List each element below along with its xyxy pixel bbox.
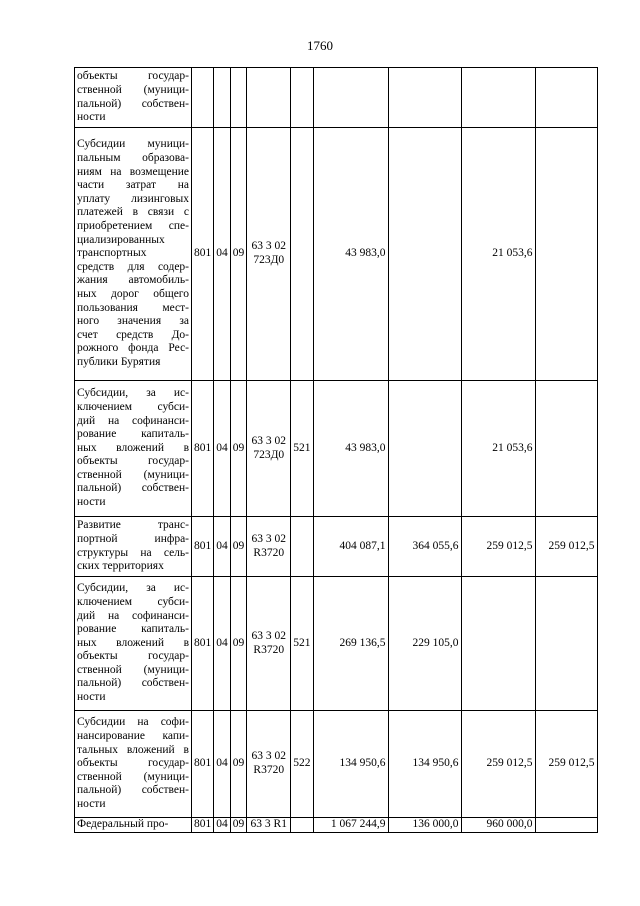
description-line: ных вложений в xyxy=(77,441,189,454)
description-line: Субсидии муници- xyxy=(77,138,189,151)
description-line: публики Бурятия xyxy=(77,355,161,368)
gr-code: 801 xyxy=(192,711,214,818)
description-line: ного значения за xyxy=(77,315,189,328)
description-line: Субсидии, за ис- xyxy=(77,582,189,595)
target-item-code-part: 63 3 02 xyxy=(251,532,286,545)
description-line: объекты государ- xyxy=(77,70,189,83)
target-item-code xyxy=(247,517,291,577)
description-line: ственной (муници- xyxy=(77,663,189,676)
description-line: нансирование капи- xyxy=(77,730,189,743)
target-item-code-part: R3720 xyxy=(253,546,285,559)
section-code: 04 xyxy=(214,577,231,711)
description-line: ключением субси- xyxy=(77,400,189,413)
amount-cell-4: 259 012,5 xyxy=(535,517,597,577)
table-row xyxy=(75,381,598,517)
table-row xyxy=(75,68,598,128)
description-line: объекты государ- xyxy=(77,650,189,663)
amount-cell-1: 269 136,5 xyxy=(313,577,388,711)
target-item-code xyxy=(247,818,291,833)
amount-cell-2 xyxy=(388,128,461,381)
subsection-code: 09 xyxy=(230,711,247,818)
description-line: ности xyxy=(77,691,106,704)
description-line: Субсидии, за ис- xyxy=(77,387,189,400)
description-line: пальным образова- xyxy=(77,152,189,165)
description-line: портной инфра- xyxy=(77,532,189,545)
table-row xyxy=(75,577,598,711)
target-item-code xyxy=(247,381,291,517)
expense-type-code xyxy=(291,818,313,833)
section-code: 04 xyxy=(214,517,231,577)
target-item-code-part: 723Д0 xyxy=(253,448,285,461)
description-line: тальных вложений в xyxy=(77,743,189,756)
target-item-code xyxy=(247,128,291,381)
table-row xyxy=(75,818,598,833)
expense-type-code xyxy=(291,128,313,381)
target-item-code xyxy=(247,68,291,128)
description-line: объекты государ- xyxy=(77,757,189,770)
subsection-code: 09 xyxy=(230,577,247,711)
description-line: ских территориях xyxy=(77,560,164,573)
amount-cell-1: 134 950,6 xyxy=(313,711,388,818)
description-line: ственной (муници- xyxy=(77,468,189,481)
amount-cell-4 xyxy=(535,128,597,381)
amount-cell-3 xyxy=(461,577,535,711)
amount-cell-3: 21 053,6 xyxy=(461,128,535,381)
description-line: транспортных xyxy=(77,247,147,260)
target-item-code-part: 723Д0 xyxy=(253,254,285,266)
gr-code xyxy=(192,68,214,128)
target-item-code-part: 63 3 02 xyxy=(251,434,286,447)
row-description xyxy=(75,577,192,711)
row-description xyxy=(75,68,192,128)
row-description xyxy=(75,517,192,577)
subsection-code: 09 xyxy=(230,381,247,517)
section-code: 04 xyxy=(214,711,231,818)
description-line: пальной) собствен- xyxy=(77,482,189,495)
description-line: пользования мест- xyxy=(77,301,189,314)
gr-code: 801 xyxy=(192,517,214,577)
description-line: ности xyxy=(77,496,106,509)
description-line: ных вложений в xyxy=(77,636,189,649)
target-item-code-part: 63 3 02 xyxy=(251,240,286,253)
description-line: структуры на сель- xyxy=(77,546,189,559)
row-description xyxy=(75,381,192,517)
description-line: счет средств До- xyxy=(77,328,189,341)
gr-code: 801 xyxy=(192,577,214,711)
budget-table xyxy=(74,67,598,833)
amount-cell-2: 136 000,0 xyxy=(388,818,461,833)
subsection-code: 09 xyxy=(230,818,247,833)
amount-cell-2: 229 105,0 xyxy=(388,577,461,711)
description-line: части затрат на xyxy=(77,179,189,192)
target-item-code-part: R3720 xyxy=(253,643,285,656)
description-line: ных дорог общего xyxy=(77,287,189,300)
description-line: рожного фонда Рес- xyxy=(77,342,189,355)
subsection-code: 09 xyxy=(230,517,247,577)
amount-cell-4 xyxy=(535,68,597,128)
subsection-code: 09 xyxy=(230,128,247,381)
description-line: ключением субси- xyxy=(77,595,189,608)
amount-cell-2 xyxy=(388,68,461,128)
expense-type-code xyxy=(291,517,313,577)
section-code: 04 xyxy=(214,128,231,381)
amount-cell-3 xyxy=(461,68,535,128)
amount-cell-4 xyxy=(535,818,597,833)
amount-cell-3: 259 012,5 xyxy=(461,711,535,818)
description-line: платежей в связи с xyxy=(77,206,189,219)
description-line: объекты государ- xyxy=(77,455,189,468)
description-line: пальной) собствен- xyxy=(77,677,189,690)
target-item-code-part: 63 3 02 xyxy=(251,750,286,763)
target-item-code-part: R3720 xyxy=(253,764,285,776)
amount-cell-2 xyxy=(388,381,461,517)
page-number: 1760 xyxy=(307,38,333,53)
table-row xyxy=(75,128,598,381)
section-code xyxy=(214,68,231,128)
amount-cell-4 xyxy=(535,381,597,517)
expense-type-code xyxy=(291,68,313,128)
expense-type-code: 521 xyxy=(291,577,313,711)
description-line: рование капиталь- xyxy=(77,428,189,441)
gr-code: 801 xyxy=(192,381,214,517)
row-description xyxy=(75,128,192,381)
amount-cell-1: 43 983,0 xyxy=(313,381,388,517)
amount-cell-3: 21 053,6 xyxy=(461,381,535,517)
description-line: ственной (муници- xyxy=(77,83,189,96)
target-item-code-part: 63 3 R1 xyxy=(250,818,287,830)
description-line: средств для содер- xyxy=(77,260,189,273)
amount-cell-3: 960 000,0 xyxy=(461,818,535,833)
amount-cell-2: 364 055,6 xyxy=(388,517,461,577)
description-line: Субсидии на софи- xyxy=(77,716,189,729)
description-line: Развитие транс- xyxy=(77,519,189,532)
section-code: 04 xyxy=(214,381,231,517)
table-row xyxy=(75,711,598,818)
expense-type-code: 522 xyxy=(291,711,313,818)
amount-cell-3: 259 012,5 xyxy=(461,517,535,577)
amount-cell-1: 404 087,1 xyxy=(313,517,388,577)
description-line: Федеральный про- xyxy=(77,818,169,830)
amount-cell-4 xyxy=(535,577,597,711)
description-line: жания автомобиль- xyxy=(77,274,189,287)
amount-cell-1: 43 983,0 xyxy=(313,128,388,381)
expense-type-code: 521 xyxy=(291,381,313,517)
gr-code: 801 xyxy=(192,818,214,833)
section-code: 04 xyxy=(214,818,231,833)
amount-cell-1: 1 067 244,9 xyxy=(313,818,388,833)
row-description xyxy=(75,818,192,833)
description-line: ности xyxy=(77,111,106,124)
description-line: ственной (муници- xyxy=(77,770,189,783)
description-line: дий на софинанси- xyxy=(77,414,189,427)
amount-cell-1 xyxy=(313,68,388,128)
description-line: пальной) собствен- xyxy=(77,97,189,110)
target-item-code xyxy=(247,577,291,711)
row-description xyxy=(75,711,192,818)
target-item-code xyxy=(247,711,291,818)
description-line: циализированных xyxy=(77,233,165,246)
description-line: ности xyxy=(77,797,106,810)
description-line: дий на софинанси- xyxy=(77,609,189,622)
target-item-code-part: 63 3 02 xyxy=(251,629,286,642)
description-line: приобретением спе- xyxy=(77,220,189,233)
table-row xyxy=(75,517,598,577)
gr-code: 801 xyxy=(192,128,214,381)
description-line: ниям на возмещение xyxy=(77,165,189,178)
description-line: уплату лизинговых xyxy=(77,192,189,205)
description-line: рование капиталь- xyxy=(77,623,189,636)
subsection-code xyxy=(230,68,247,128)
description-line: пальной) собствен- xyxy=(77,784,189,797)
amount-cell-4: 259 012,5 xyxy=(535,711,597,818)
amount-cell-2: 134 950,6 xyxy=(388,711,461,818)
